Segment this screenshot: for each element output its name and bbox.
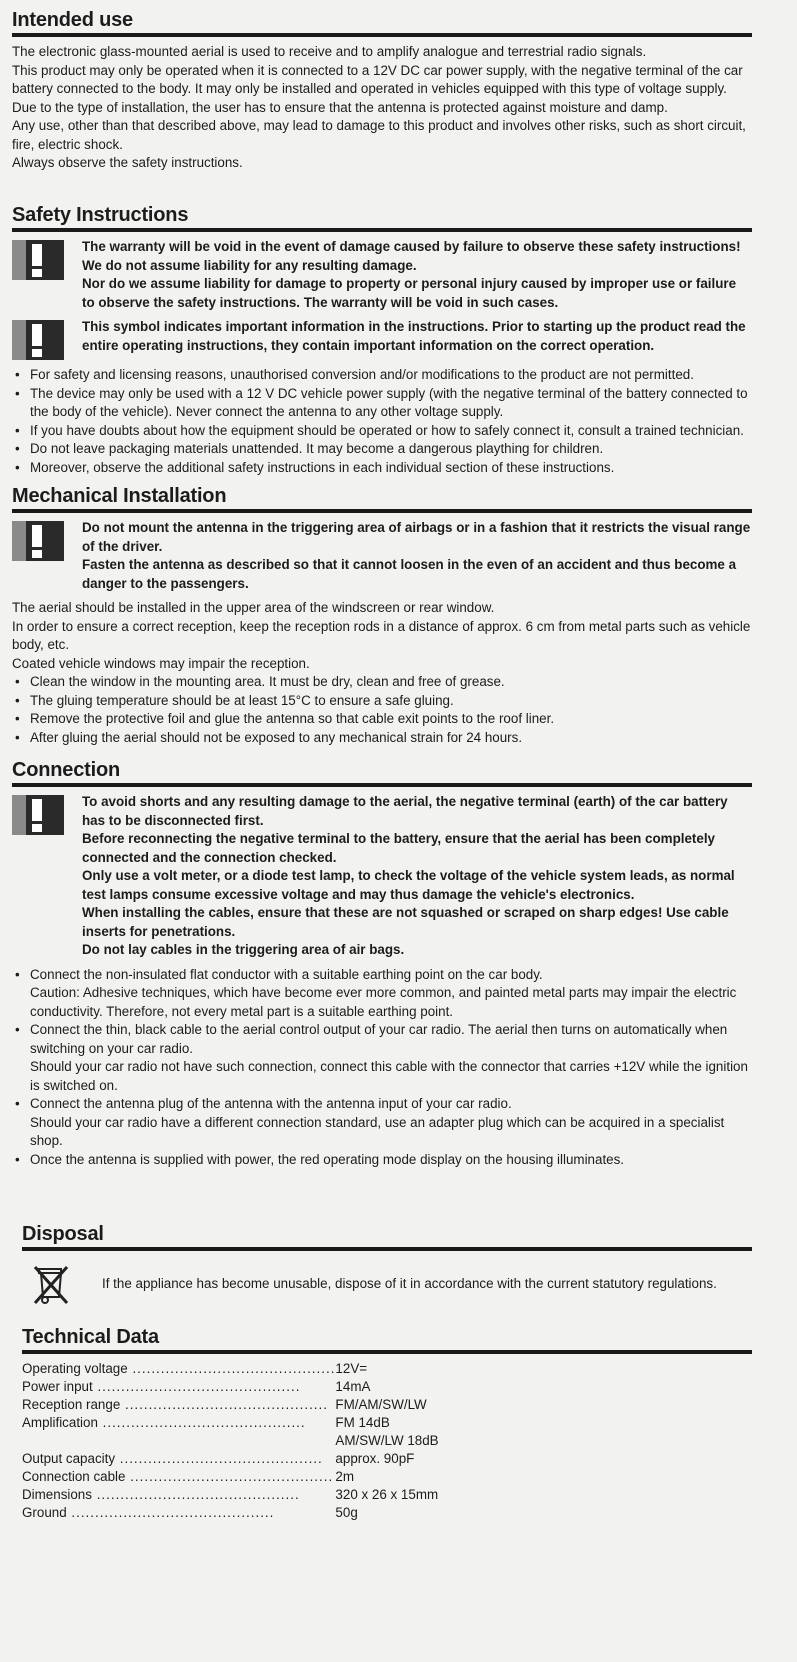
warning-exclamation-icon xyxy=(12,521,64,561)
paragraph: The electronic glass-mounted aerial is used to receive and to amplify analogue and terrestrial radio signals. xyxy=(12,44,647,59)
mechanical-list xyxy=(12,673,752,747)
spec-label: Ground xyxy=(22,1505,67,1520)
table-row: Amplification ........................................... FM 14dB AM/SW/LW 18dB xyxy=(22,1415,439,1448)
list-item: • Remove the protective foil and glue the antenna so that cable exit points to the roof liner. xyxy=(12,710,752,729)
warning-block xyxy=(12,519,752,593)
table-row: Reception range ........................................... FM/AM/SW/LW xyxy=(22,1396,439,1414)
list-item-text: Connect the thin, black cable to the aerial control output of your car radio. The aerial then turns on automatically when switching on your car radio. xyxy=(30,1022,728,1056)
warning-text: Nor do we assume liability for damage to property or personal injury caused by improper use or failure to observe the safety instructions. The warranty will be void in such cases. xyxy=(82,276,737,310)
technical-table xyxy=(22,1360,439,1522)
list-item: • After gluing the aerial should not be exposed to any mechanical strain for 24 hours. xyxy=(12,729,752,748)
safety-list xyxy=(12,366,752,477)
warning-text: Do not lay cables in the triggering area of air bags. xyxy=(82,942,405,957)
spec-label: Reception range xyxy=(22,1397,121,1412)
warning-exclamation-icon xyxy=(12,320,64,360)
mechanical-section xyxy=(12,484,752,747)
spec-value: approx. 90pF xyxy=(335,1451,415,1466)
list-item: • If you have doubts about how the equipment should be operated or how to safely connect it, consult a trained technician. xyxy=(12,422,752,441)
list-item xyxy=(12,1095,752,1151)
spec-value: 320 x 26 x 15mm xyxy=(335,1487,439,1502)
table-row: Connection cable ........................................... 2m xyxy=(22,1468,439,1486)
list-item-text: Once the antenna is supplied with power, the red operating mode display on the housing illuminates. xyxy=(30,1151,625,1167)
warning-text: Do not mount the antenna in the triggering area of airbags or in a fashion that it restricts the visual range of the driver. xyxy=(82,520,751,554)
technical-heading: Technical Data xyxy=(22,1325,752,1354)
list-item: • The device may only be used with a 12 V DC vehicle power supply (with the negative terminal of the battery connected to the body of the vehicle). Never connect the antenna to any other voltage supply. xyxy=(12,385,752,422)
list-item xyxy=(12,966,752,1022)
warning-text: Fasten the antenna as described so that it cannot loosen in the even of an accident and thus become a danger to the passengers. xyxy=(82,557,737,591)
warning-block xyxy=(12,318,752,360)
paragraph: In order to ensure a correct reception, keep the reception rods in a distance of approx. 6 cm from metal parts such as vehicle body, etc. xyxy=(12,618,751,652)
paragraph: The aerial should be installed in the upper area of the windscreen or rear window. xyxy=(12,600,495,615)
spec-value: 14mA xyxy=(335,1379,371,1394)
list-item-text: Connect the non-insulated flat conductor with a suitable earthing point on the car body. xyxy=(30,966,543,982)
list-item: • The gluing temperature should be at least 15°C to ensure a safe gluing. xyxy=(12,692,752,711)
warning-text: This symbol indicates important information in the instructions. Prior to starting up the product read the entire operating instructions, they contain important information on the correct operation. xyxy=(82,319,746,353)
disposal-section xyxy=(22,1222,752,1307)
warning-block xyxy=(12,238,752,312)
intended-use-heading: Intended use xyxy=(12,8,752,37)
spec-value: AM/SW/LW 18dB xyxy=(335,1433,439,1448)
paragraph: Always observe the safety instructions. xyxy=(12,155,243,170)
connection-list xyxy=(12,966,752,1170)
list-item: • Clean the window in the mounting area. It must be dry, clean and free of grease. xyxy=(12,673,752,692)
spec-label: Dimensions xyxy=(22,1487,92,1502)
warning-exclamation-icon xyxy=(12,240,64,280)
safety-heading: Safety Instructions xyxy=(12,203,752,232)
spec-label: Output capacity xyxy=(22,1451,116,1466)
connection-section xyxy=(12,758,752,1169)
spec-value: FM/AM/SW/LW xyxy=(335,1397,427,1412)
list-item: • Do not leave packaging materials unattended. It may become a dangerous plaything for children. xyxy=(12,440,752,459)
list-item: • For safety and licensing reasons, unauthorised conversion and/or modifications to the product are not permitted. xyxy=(12,366,752,385)
technical-section xyxy=(22,1325,752,1522)
list-item-note: Should your car radio have a different connection standard, use an adapter plug which can be acquired in a specialist shop. xyxy=(30,1114,725,1148)
list-item-note: Caution: Adhesive techniques, which have become ever more common, and painted metal parts may impair the electric conductivity. Therefore, not every metal part is a suitable earthing point. xyxy=(30,985,737,1019)
table-row: Dimensions ........................................... 320 x 26 x 15mm xyxy=(22,1487,439,1502)
warning-text: The warranty will be void in the event of damage caused by failure to observe these safety instructions! We do not assume liability for any resulting damage. xyxy=(82,239,741,273)
spec-value: 12V= xyxy=(335,1361,368,1376)
disposal-text: If the appliance has become unusable, dispose of it in accordance with the current statutory regulations. xyxy=(102,1275,717,1291)
crossed-out-wheelie-bin-icon xyxy=(32,1261,72,1307)
spec-label: Amplification xyxy=(22,1415,98,1430)
spec-label: Power input xyxy=(22,1379,93,1394)
warning-text: When installing the cables, ensure that these are not squashed or scraped on sharp edges! Use cable inserts for penetrations. xyxy=(82,905,729,939)
spec-label: Operating voltage xyxy=(22,1361,128,1376)
list-item-text: Connect the antenna plug of the antenna with the antenna input of your car radio. xyxy=(30,1096,512,1111)
warning-text: Before reconnecting the negative terminal to the battery, ensure that the aerial has been completely connected and the connection checked. xyxy=(82,831,716,865)
table-row: Output capacity ........................................... approx. 90pF xyxy=(22,1450,439,1468)
paragraph: Any use, other than that described above, may lead to damage to this product and involves other risks, such as short circuit, fire, electric shock. xyxy=(12,118,746,152)
connection-heading: Connection xyxy=(12,758,752,787)
list-item: • Moreover, observe the additional safety instructions in each individual section of these instructions. xyxy=(12,459,752,478)
list-item xyxy=(12,1151,752,1170)
safety-section xyxy=(12,203,752,477)
table-row: Operating voltage ........................................... 12V= xyxy=(22,1360,439,1378)
spec-value: 2m xyxy=(335,1469,355,1484)
spec-value: FM 14dB xyxy=(335,1415,390,1430)
paragraph: Coated vehicle windows may impair the reception. xyxy=(12,655,310,671)
table-row: Power input ........................................... 14mA xyxy=(22,1378,439,1396)
spec-label: Connection cable xyxy=(22,1469,126,1484)
paragraph: This product may only be operated when it is connected to a 12V DC car power supply, with the negative terminal of the car battery connected to the body. It may only be installed and operated in vehicles equipped with this type of voltage supply. xyxy=(12,62,743,96)
mechanical-heading: Mechanical Installation xyxy=(12,484,752,513)
spec-value: 50g xyxy=(335,1505,358,1520)
warning-block xyxy=(12,793,752,960)
warning-text: To avoid shorts and any resulting damage to the aerial, the negative terminal (earth) of the car battery has to be disconnected first. xyxy=(82,794,728,828)
table-row: Ground ........................................... 50g xyxy=(22,1504,439,1522)
list-item xyxy=(12,1021,752,1095)
list-item-note: Should your car radio not have such connection, connect this cable with the connector that carries +12V while the ignition is switched on. xyxy=(30,1059,748,1093)
warning-exclamation-icon xyxy=(12,795,64,835)
disposal-heading: Disposal xyxy=(22,1222,752,1251)
warning-text: Only use a volt meter, or a diode test lamp, to check the voltage of the vehicle system leads, as normal test lamps consume excessive voltage and may thus damage the vehicle's electronics. xyxy=(82,868,735,902)
intended-use-section xyxy=(12,8,752,173)
paragraph: Due to the type of installation, the user has to ensure that the antenna is protected against moisture and damp. xyxy=(12,99,668,115)
